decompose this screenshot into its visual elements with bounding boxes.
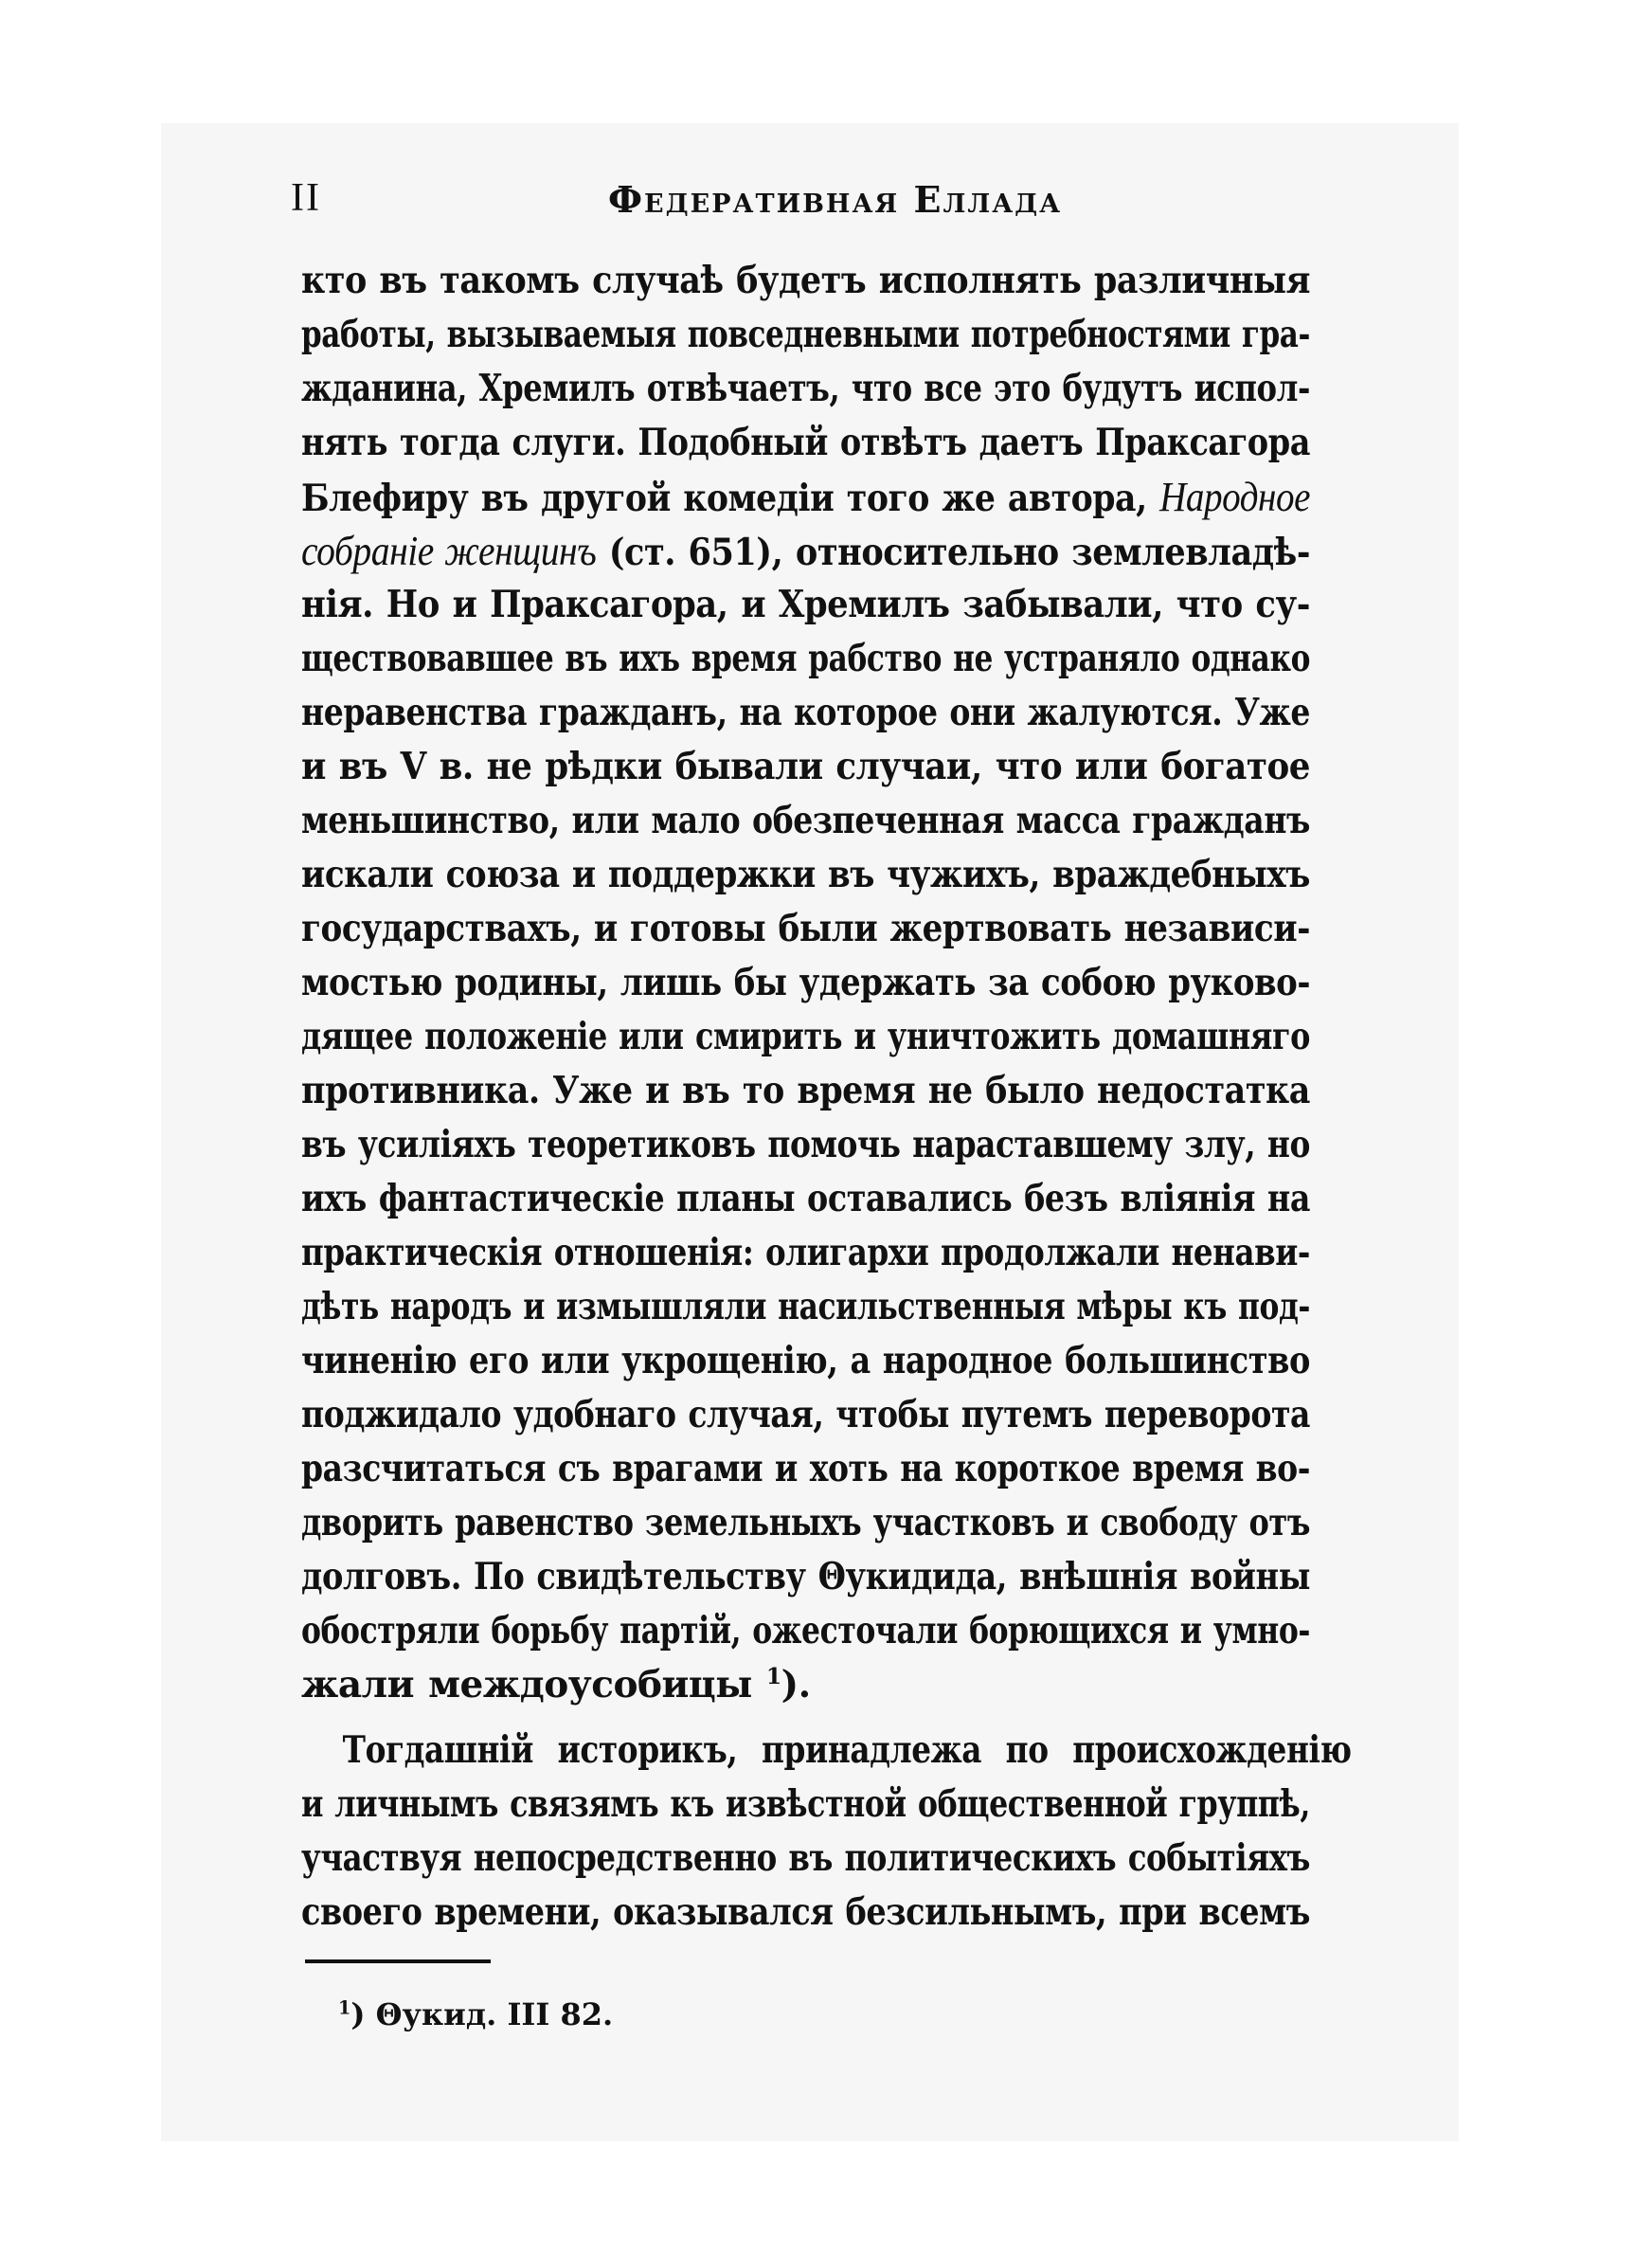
text-line: своего времени, оказывался безсильнымъ, при всемъ — [301, 1890, 1310, 1934]
text-line: нять тогда слуги. Подобный отвѣтъ даетъ Праксагора — [301, 421, 1310, 464]
text-line — [301, 470, 1310, 524]
page-number: II — [291, 176, 321, 220]
text-line: чиненію его или укрощенію, а народное большинство — [301, 1339, 1310, 1382]
text-segment: Блефиру въ другой комедіи того же автора, — [301, 477, 1160, 520]
text-line: нія. Но и Праксагора, и Хремилъ забывали, что су- — [301, 583, 1310, 626]
main-text — [301, 254, 1352, 1940]
text-line: дящее положеніе или смирить и уничтожить домашняго — [301, 1015, 1310, 1058]
footnote-text: ) Θукид. III 82. — [350, 1996, 614, 2032]
text-line — [301, 524, 1310, 578]
text-line: долговъ. По свидѣтельству Θукидида, внѣшнія войны — [301, 1555, 1310, 1598]
text-line: разсчитаться съ врагами и хоть на короткое время во- — [301, 1447, 1310, 1490]
footnote — [338, 1994, 613, 2035]
text-line: искали союза и поддержки въ чужихъ, враждебныхъ — [301, 853, 1310, 896]
text-line: поджидало удобнаго случая, чтобы путемъ переворота — [301, 1393, 1310, 1436]
text-line: кто въ такомъ случаѣ будетъ исполнять различныя — [301, 259, 1310, 302]
text-line: обостряли борьбу партій, ожесточали борющихся и умно- — [301, 1609, 1310, 1652]
italic-title: Народное — [1159, 474, 1310, 520]
text-line: государствахъ, и готовы были жертвовать независи- — [301, 907, 1310, 950]
footnote-reference: 1 — [765, 1663, 781, 1689]
text-line: дворить равенство земельныхъ участковъ и свободу отъ — [301, 1501, 1310, 1544]
footnote-marker: 1 — [338, 1996, 351, 2019]
text-line: участвуя непосредственно въ политическихъ событіяхъ — [301, 1836, 1310, 1880]
page-header — [291, 173, 1314, 230]
text-line: мостью родины, лишь бы удержать за собою руково- — [301, 961, 1310, 1004]
text-line: противника. Уже и въ то время не было недостатка — [301, 1069, 1310, 1112]
text-line: ществовавшее въ ихъ время рабство не устраняло однако — [301, 637, 1310, 680]
text-line: и въ V в. не рѣдки бывали случаи, что или богатое — [301, 745, 1310, 788]
footnote-divider — [305, 1959, 491, 1963]
italic-title: собраніе женщинъ — [301, 528, 597, 574]
text-line: ихъ фантастическіе планы оставались безъ вліянія на — [301, 1177, 1310, 1220]
text-line: въ усиліяхъ теоретиковъ помочь нараставшему злу, но — [301, 1123, 1310, 1166]
text-line: Тогдашній историкъ, принадлежа по происхожденію — [342, 1728, 1352, 1772]
text-line: и личнымъ связямъ къ извѣстной общественной группѣ, — [301, 1782, 1310, 1826]
text-line — [301, 1658, 1310, 1712]
running-title: Федеративная Еллада — [608, 178, 1063, 221]
text-line: практическія отношенія: олигархи продолжали ненави- — [301, 1231, 1310, 1274]
text-segment: жали междоусобицы — [301, 1663, 766, 1706]
text-line: меньшинство, или мало обезпеченная масса гражданъ — [301, 799, 1310, 842]
text-line: неравенства гражданъ, на которое они жалуются. Уже — [301, 691, 1310, 734]
text-segment: (ст. 651), относительно землевладѣ- — [596, 531, 1310, 574]
text-line: работы, вызываемыя повседневными потребностями гра- — [301, 313, 1310, 356]
text-line: жданина, Хремилъ отвѣчаетъ, что все это будутъ испол- — [301, 367, 1310, 410]
text-segment: ). — [781, 1663, 811, 1706]
text-line: дѣть народъ и измышляли насильственныя мѣры къ под- — [301, 1285, 1310, 1328]
